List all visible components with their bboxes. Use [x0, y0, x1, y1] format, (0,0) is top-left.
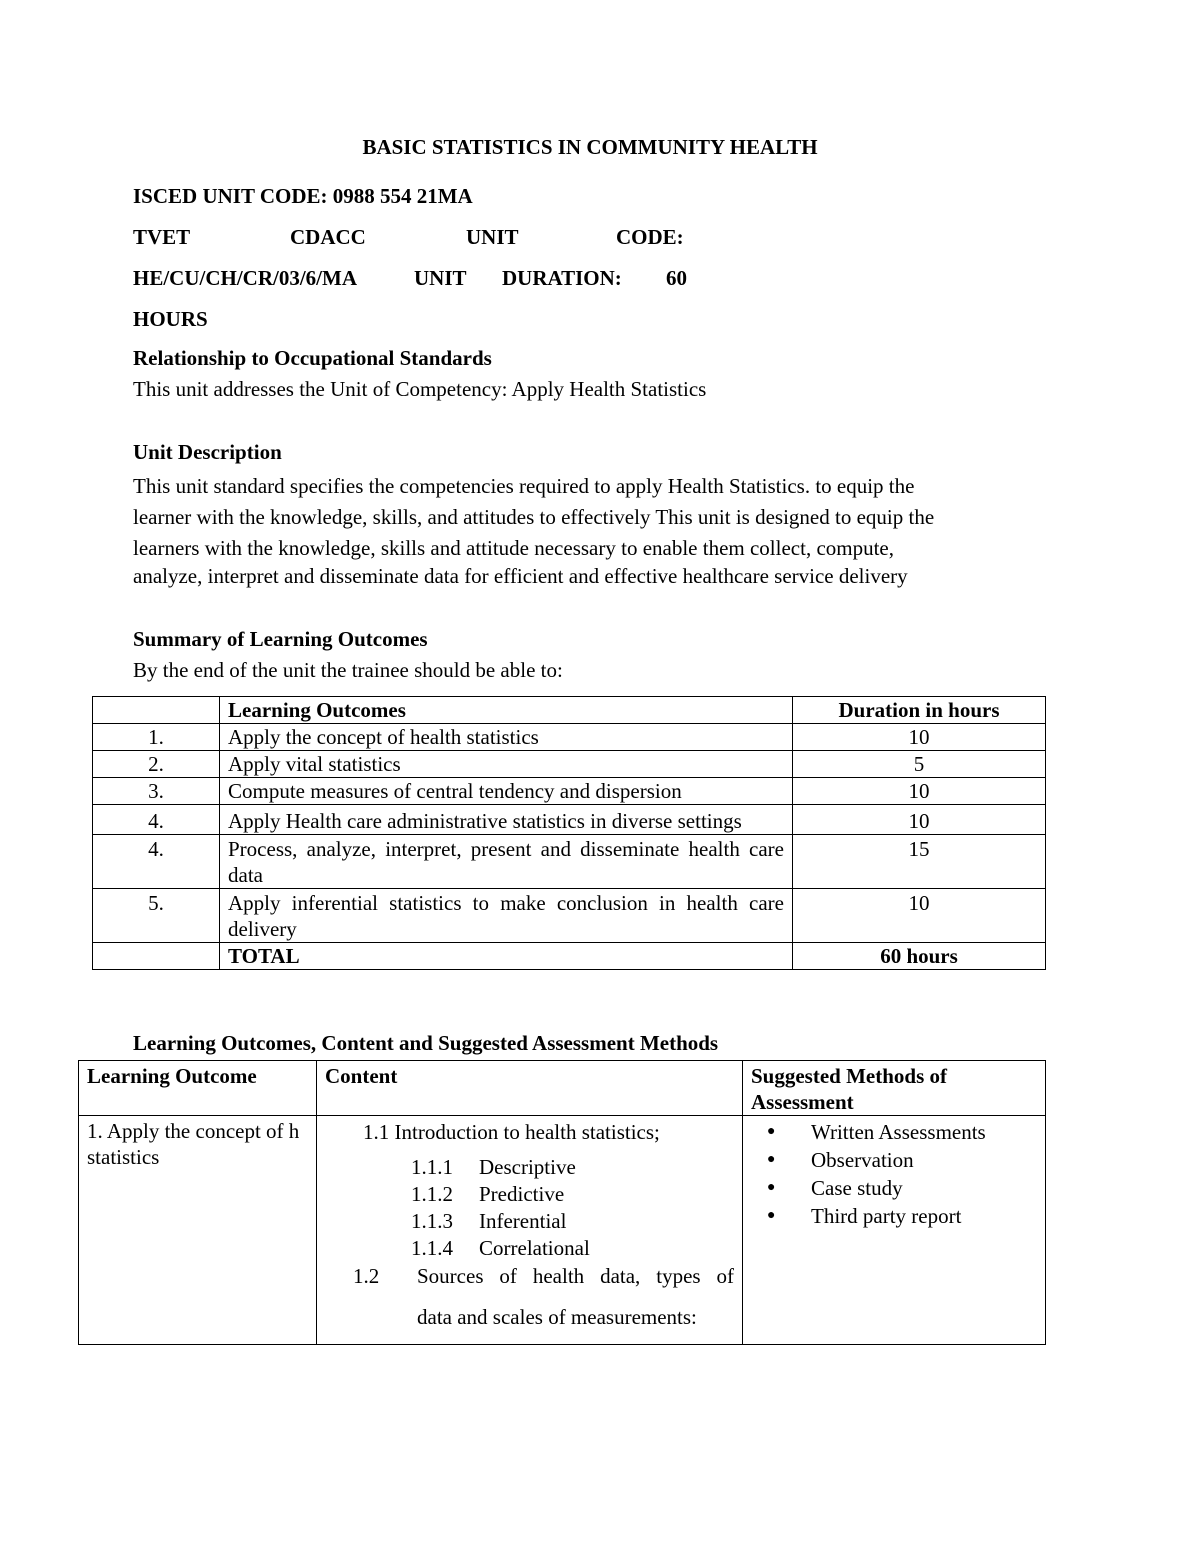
isced-unit-code: ISCED UNIT CODE: 0988 554 21MA — [133, 184, 473, 208]
total-value: 60 hours — [793, 943, 1046, 970]
row-number: 5. — [93, 889, 220, 943]
header-duration: Duration in hours — [793, 697, 1046, 724]
method-item: ● Observation — [763, 1146, 1037, 1174]
sub-item-number: 1.1.3 — [411, 1209, 453, 1233]
item-1-2-line2: data and scales of measurements: — [417, 1305, 697, 1329]
table-row — [93, 778, 1046, 805]
row-hours: 10 — [793, 889, 1046, 943]
duration-value: 60 — [666, 266, 687, 290]
description-line: learners with the knowledge, skills and attitude necessary to enable them collect, compute, — [133, 536, 895, 560]
relationship-text: This unit addresses the Unit of Competency: Apply Health Statistics — [133, 377, 707, 401]
row-hours: 10 — [793, 778, 1046, 805]
sub-item — [325, 1154, 734, 1181]
methods-list — [751, 1118, 1037, 1230]
method-item: ● Case study — [763, 1174, 1037, 1202]
row-outcome: Apply vital statistics — [220, 751, 793, 778]
row-number: 1. — [93, 724, 220, 751]
table-row — [93, 835, 1046, 889]
assessment-row — [79, 1116, 1046, 1345]
row-learning-outcome: 1. Apply the concept of h statistics — [79, 1116, 317, 1345]
table-row — [93, 751, 1046, 778]
assessment-table — [78, 1060, 1046, 1345]
page-title: BASIC STATISTICS IN COMMUNITY HEALTH — [362, 135, 818, 159]
assessment-heading: Learning Outcomes, Content and Suggested Assessment Methods — [133, 1031, 719, 1055]
item-1-2-line1: Sources of health data, types of — [417, 1264, 734, 1288]
summary-heading: Summary of Learning Outcomes — [133, 627, 428, 651]
row-outcome: Compute measures of central tendency and dispersion — [220, 778, 793, 805]
row-assessment-methods — [743, 1116, 1046, 1345]
row-outcome: Process, analyze, interpret, present and disseminate health care data — [220, 835, 793, 889]
sub-item-label: Correlational — [479, 1236, 590, 1260]
content-intro: 1.1 Introduction to health statistics; — [363, 1120, 660, 1144]
tvet-word: TVET — [133, 225, 191, 249]
row-hours: 10 — [793, 805, 1046, 835]
item-1-2-number: 1.2 — [353, 1264, 380, 1288]
row-hours: 10 — [793, 724, 1046, 751]
total-empty-cell — [93, 943, 220, 970]
row-number: 2. — [93, 751, 220, 778]
sub-item-label: Inferential — [479, 1209, 567, 1233]
row-hours: 15 — [793, 835, 1046, 889]
row-content — [317, 1116, 743, 1345]
description-line: analyze, interpret and disseminate data for efficient and effective healthcare service delivery — [133, 564, 908, 588]
sub-item — [325, 1181, 734, 1208]
unit-code-value: HE/CU/CH/CR/03/6/MA — [133, 266, 357, 290]
content-item-1-2 — [325, 1262, 734, 1290]
sub-item — [325, 1235, 734, 1262]
header-content: Content — [317, 1061, 743, 1116]
sub-item — [325, 1208, 734, 1235]
header-assessment-methods: Suggested Methods of Assessment — [743, 1061, 1046, 1116]
total-label: TOTAL — [220, 943, 793, 970]
header-number — [93, 697, 220, 724]
assessment-header-row — [79, 1061, 1046, 1116]
row-number: 3. — [93, 778, 220, 805]
method-item: ● Third party report — [763, 1202, 1037, 1230]
header-outcomes: Learning Outcomes — [220, 697, 793, 724]
code-word: CODE: — [616, 225, 684, 249]
table-row — [93, 724, 1046, 751]
row-outcome: Apply the concept of health statistics — [220, 724, 793, 751]
row-outcome: Apply inferential statistics to make conclusion in health care delivery — [220, 889, 793, 943]
unit-word: UNIT — [466, 225, 519, 249]
description-line: learner with the knowledge, skills, and attitudes to effectively This unit is designed to equip the — [133, 505, 935, 529]
table-row — [93, 805, 1046, 835]
row-hours: 5 — [793, 751, 1046, 778]
unit-word-2: UNIT — [414, 266, 467, 290]
table-row — [93, 889, 1046, 943]
description-heading: Unit Description — [133, 440, 282, 464]
sub-item-label: Predictive — [479, 1182, 565, 1206]
learning-outcomes-table — [92, 696, 1046, 970]
table-header-row — [93, 697, 1046, 724]
row-number: 4. — [93, 835, 220, 889]
row-number: 4. — [93, 805, 220, 835]
cdacc-word: CDACC — [290, 225, 366, 249]
row-outcome: Apply Health care administrative statistics in diverse settings — [220, 805, 793, 835]
header-learning-outcome: Learning Outcome — [79, 1061, 317, 1116]
sub-item-number: 1.1.4 — [411, 1236, 453, 1260]
sub-item-label: Descriptive — [479, 1155, 576, 1179]
relationship-heading: Relationship to Occupational Standards — [133, 346, 492, 370]
sub-item-number: 1.1.1 — [411, 1155, 453, 1179]
duration-word: DURATION: — [502, 266, 622, 290]
summary-intro: By the end of the unit the trainee should be able to: — [133, 658, 563, 682]
hours-word: HOURS — [133, 307, 208, 331]
method-item: ● Written Assessments — [763, 1118, 1037, 1146]
table-total-row — [93, 943, 1046, 970]
description-line: This unit standard specifies the competencies required to apply Health Statistics. to equip the — [133, 474, 915, 498]
sub-item-number: 1.1.2 — [411, 1182, 453, 1206]
